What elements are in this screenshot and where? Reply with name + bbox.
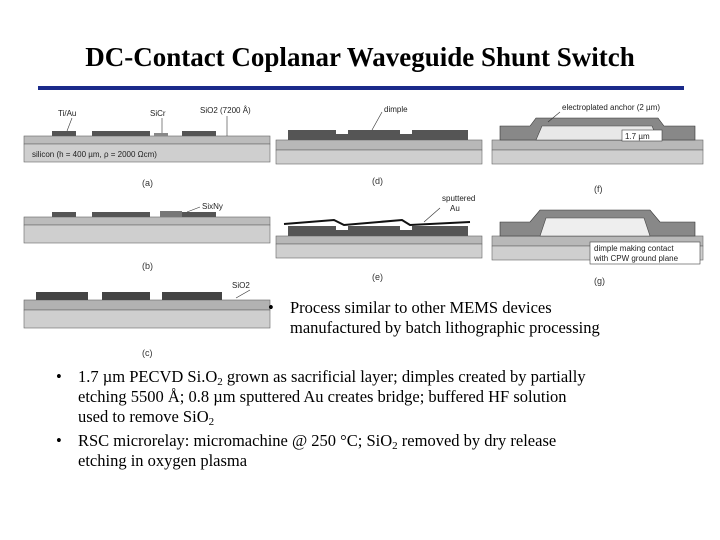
list-item (56, 367, 706, 427)
label-au: Au (450, 204, 460, 213)
title-underline (38, 86, 684, 90)
label-sputtered: sputtered (442, 194, 476, 203)
label-sicr: SiCr (150, 109, 166, 118)
bullet-marker: • (268, 298, 274, 317)
bullet1-sub3: 2 (208, 416, 215, 428)
figure-b (22, 195, 272, 275)
bullet2-line2: etching in oxygen plasma (78, 451, 248, 470)
label-electroplated-anchor: electroplated anchor (2 µm) (562, 103, 660, 112)
caption-c: (c) (142, 348, 153, 358)
label-sio2-7200: SiO2 (7200 Å) (200, 106, 251, 115)
bullet-top (268, 298, 708, 338)
bullet-top-line2: manufactured by batch lithographic processing (290, 318, 600, 337)
bullet1-line2: etching 5500 Å; 0.8 µm sputtered Au creates bridge; buffered HF solution (78, 387, 567, 406)
bullet-marker: • (56, 431, 62, 450)
caption-d: (d) (372, 176, 383, 186)
bullet1-line1b: grown as sacrificial layer; dimples created by partially (222, 367, 586, 386)
bullet2-sub1: 2 (392, 440, 398, 452)
figure-e (274, 192, 484, 284)
bullet-marker: • (56, 367, 62, 386)
list-item (56, 431, 706, 471)
slide-title: DC-Contact Coplanar Waveguide Shunt Switch (85, 42, 635, 72)
caption-a: (a) (142, 178, 153, 188)
figure-f (490, 100, 705, 196)
bullet1-line1a: 1.7 µm PECVD Si.O (78, 367, 218, 386)
caption-f: (f) (594, 184, 603, 194)
label-dimple: dimple (384, 105, 408, 114)
bullet-list (56, 367, 706, 471)
figure-a (22, 100, 272, 190)
figure-d (274, 100, 484, 192)
label-sio2-c: SiO2 (232, 281, 250, 290)
label-sixny: SixNy (202, 202, 223, 211)
caption-g: (g) (594, 276, 605, 286)
bullet1-line3a: used to remove SiO (78, 407, 209, 426)
bullet-top-line1: Process similar to other MEMS devices (290, 298, 552, 317)
caption-b: (b) (142, 261, 153, 271)
caption-e: (e) (372, 272, 383, 282)
figure-g (490, 196, 705, 288)
label-cpw-ground: with CPW ground plane (594, 254, 679, 263)
label-tiau: Ti/Au (58, 109, 77, 118)
bullet2-line1b: removed by dry release (397, 431, 557, 450)
label-dimple-contact: dimple making contact (594, 244, 674, 253)
figure-c (22, 278, 272, 360)
bullet2-line1a: RSC microrelay: micromachine @ 250 °C; SiO (78, 431, 393, 450)
label-1-7um: 1.7 µm (625, 132, 650, 141)
bullet1-sub1: 2 (217, 376, 223, 388)
label-silicon: silicon (h = 400 µm, ρ = 2000 Ωcm) (32, 150, 157, 159)
